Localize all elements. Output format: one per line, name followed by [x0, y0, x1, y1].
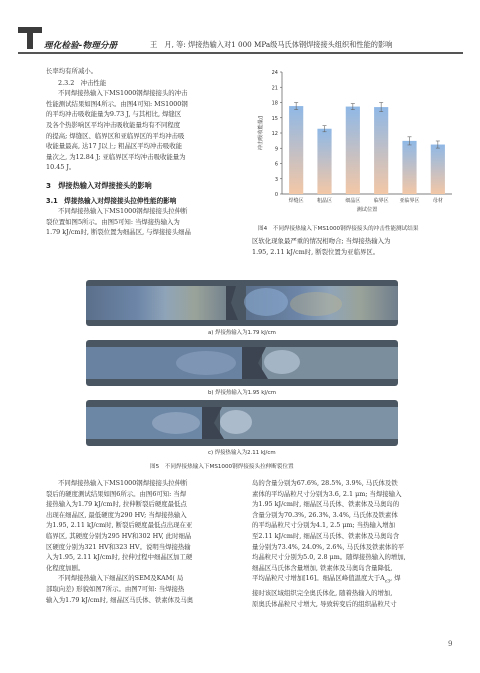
- text-line: 的提高; 焊缝区、临界区和亚临界区的平均冲击吸: [46, 131, 185, 140]
- bar: [374, 107, 388, 194]
- x-tick-label: 焊缝区: [288, 198, 304, 204]
- running-title: 王 月, 等: 焊接热输入对1 000 MPa级马氏体钢焊接接头组织和性能的影响: [150, 40, 393, 49]
- section-heading: 3 焊接热输入对焊接接头的影响: [46, 180, 152, 190]
- figure-4-chart: [252, 64, 458, 220]
- text-line: 原奥氏体晶粒尺寸增大, 导致转变后的组织晶粒尺寸: [252, 599, 397, 608]
- text-line: 的平均晶粒尺寸分别为4.1, 2.5 μm; 当热输入增加: [252, 521, 396, 530]
- text-line: 长率均有所减小。: [46, 67, 98, 75]
- header-rule: [18, 52, 463, 54]
- y-tick-label: 21: [271, 85, 278, 92]
- text-line: 输入为1.79 kJ/cm时, 细晶区马氏体、铁素体及马奥: [46, 595, 194, 604]
- text-line: 出现在细晶区, 最低硬度为290 HV; 当焊接热输入: [46, 510, 187, 519]
- y-tick-label: 9: [274, 146, 278, 153]
- impact-energy-chart: [252, 64, 458, 220]
- subsection-heading: 3.1 焊接热输入对焊接接头拉伸性能的影响: [46, 196, 177, 205]
- y-tick-label: 12: [271, 131, 278, 137]
- text-line: 裂后的硬度测试结果如图6所示。由图6可知: 当焊: [46, 489, 187, 498]
- text-line: 至2.11 kJ/cm时, 细晶区马氏体、铁素体及马奥岛含: [252, 531, 400, 540]
- x-tick-label: 细晶区: [345, 198, 361, 204]
- text-line: 接热输入为1.79 kJ/cm时, 拉伸断裂后硬度最低点: [46, 500, 187, 509]
- x-tick-label: 临界区: [373, 198, 389, 204]
- fracture-photo-b: [86, 340, 398, 386]
- x-tick-label: 母材: [432, 198, 443, 204]
- bar: [431, 145, 445, 194]
- text-line: 为1.95 kJ/cm时, 细晶区马氏体、铁素体及马奥岛的: [252, 500, 400, 509]
- y-tick-label: 24: [271, 70, 278, 76]
- text-span: , 焊: [390, 574, 401, 583]
- text-line: 素体的平均晶粒尺寸分别为3.6, 2.1 μm; 当焊接输入: [252, 489, 402, 498]
- x-axis-label: 测试位置: [356, 207, 378, 213]
- y-tick-label: 6: [274, 161, 278, 168]
- text-line: 1.95, 2.11 kJ/cm时, 断裂位置为亚临界区。: [252, 247, 380, 256]
- subscript: c3: [384, 579, 391, 585]
- y-tick-label: 18: [271, 100, 278, 107]
- left-column-bottom: [46, 478, 242, 605]
- text-line: 量次之, 为12.84 J; 亚临界区平均冲击吸收能量为: [46, 152, 186, 161]
- text-line: 不同焊接热输入下细晶区的SEM及KAM( 局: [58, 574, 184, 583]
- fig5-label-b: b) 焊接热输入为1.95 kJ/cm: [208, 390, 277, 396]
- text-line: 收能量最高, 达17 J以上; 粗晶区平均冲击吸收能: [46, 142, 183, 151]
- text-line: 接时该区域组织完全奥氏体化, 随着热输入的增加,: [252, 589, 393, 598]
- text-line: 裂位置如图5所示。由图5可知: 当焊接热输入为: [46, 217, 180, 226]
- text-line: [252, 573, 458, 588]
- bar: [346, 107, 360, 194]
- text-span: 平均晶粒尺寸增加[16]。细晶区峰值温度大于A: [252, 574, 385, 583]
- text-line: 岛的含量分别为67.6%, 28.5%, 3.9%, 马氏体及铁: [252, 479, 398, 487]
- text-line: 为1.95, 2.11 kJ/cm时, 断裂后硬度最低点出现在亚: [46, 521, 193, 530]
- figure-5-caption: 图5 不同焊接热输入下MS1000钢焊接接头拉伸断裂位置: [150, 464, 294, 470]
- x-tick-label: 粗晶区: [316, 198, 333, 204]
- text-line: 10.45 J。: [46, 163, 76, 172]
- text-line: 量分别为73.4%, 24.0%, 2.6%, 马氏体及铁素体的平: [252, 542, 405, 551]
- text-line: 性能测试结果如图4所示。由图4可知: MS1000钢: [46, 99, 188, 108]
- text-line: 入为1.95, 2.11 kJ/cm时, 拉伸过程中细晶区加工硬: [46, 553, 193, 562]
- figure-4-caption: 图4 不同焊接热输入下MS1000钢焊接接头的冲击性能测试结果: [258, 226, 419, 232]
- bar: [317, 129, 331, 194]
- text-line: 不同焊接热输入下MS1000钢焊接接头拉伸断: [58, 207, 188, 216]
- text-line: 化程度加剧。: [46, 563, 85, 572]
- fig5-label-a: a) 焊接热输入为1.79 kJ/cm: [208, 330, 276, 336]
- bar: [289, 106, 303, 194]
- fig5-label-c: c) 焊接热输入为2.11 kJ/cm: [208, 450, 276, 456]
- text-line: 及各个热影响区平均冲击吸收能量均有不同程度: [46, 120, 181, 129]
- text-line: 1.79 kJ/cm时, 断裂位置为细晶区, 与焊接接头细晶: [46, 228, 191, 237]
- left-column-top: [46, 66, 242, 238]
- right-column-bottom: [252, 478, 458, 609]
- text-line: 不同焊接热输入下MS1000钢焊接接头的冲击: [58, 89, 188, 98]
- y-axis-label: 冲击吸收能量/J: [258, 115, 264, 151]
- fracture-photo-a: [86, 280, 398, 326]
- y-tick-label: 0: [274, 192, 278, 198]
- text-line: 细晶区马氏体含量增加, 铁素体及马奥岛含量降低,: [252, 563, 393, 572]
- text-line: 区硬度分别为321 HV和323 HV。说明当焊接热输: [46, 542, 191, 551]
- text-line: 部取向差) 形貌如图7所示。由图7可知: 当焊接热: [46, 584, 185, 593]
- bar: [402, 141, 416, 194]
- right-column-top: [252, 236, 458, 257]
- text-line: 不同焊接热输入下MS1000钢焊接接头拉伸断: [58, 479, 188, 487]
- y-tick-label: 15: [271, 115, 278, 122]
- text-line: 含量分别为70.3%, 26.3%, 3.4%, 马氏体及铁素体: [252, 510, 398, 519]
- y-tick-label: 3: [274, 176, 278, 183]
- x-tick-label: 亚临界区: [399, 198, 420, 204]
- journal-logo-icon: [18, 24, 44, 50]
- text-line: 均晶粒尺寸分别为5.0, 2.8 μm。随焊接热输入的增加,: [252, 553, 406, 562]
- text-line: 的平均冲击吸收能量为9.73 J, 与其相比, 焊缝区: [46, 110, 182, 119]
- journal-name: 理化检验-物理分册: [44, 41, 118, 51]
- fracture-photo-c: [86, 400, 398, 446]
- text-line: 临界区, 其硬度分别为295 HV和302 HV, 此时细晶: [46, 531, 192, 540]
- text-line: 区软化现象最严重的情况相吻合; 当焊接热输入为: [252, 237, 391, 245]
- page-number: 9: [448, 640, 453, 648]
- subsection-heading: 2.3.2 冲击性能: [58, 78, 107, 87]
